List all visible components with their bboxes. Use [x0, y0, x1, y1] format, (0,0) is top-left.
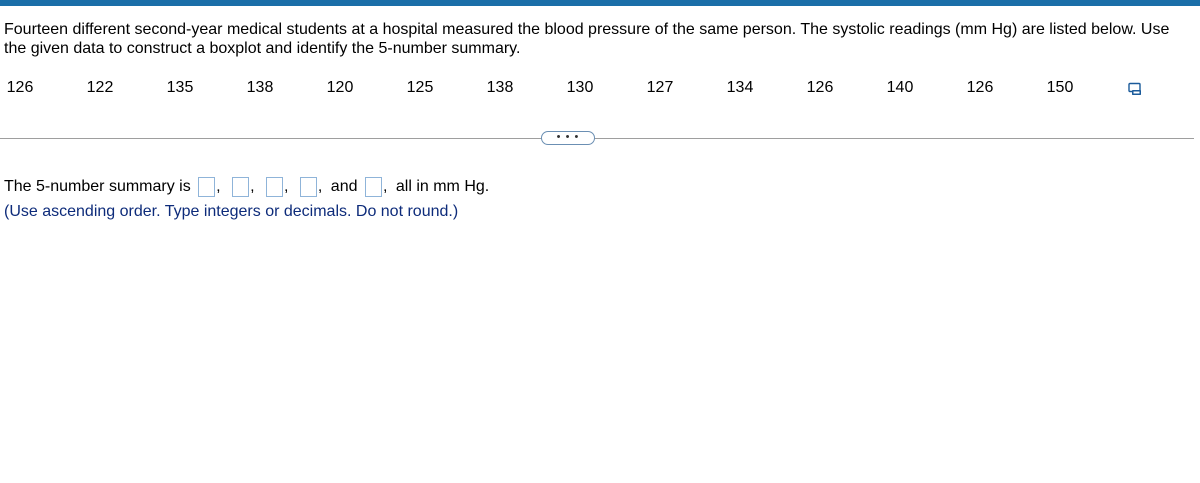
- top-accent-bar: [0, 0, 1200, 6]
- median-input[interactable]: [266, 177, 283, 197]
- reading-value: 140: [886, 79, 914, 96]
- reading-value: 150: [1046, 79, 1074, 96]
- copy-data-icon[interactable]: [1128, 82, 1142, 96]
- answer-and-text: and: [330, 178, 358, 195]
- reading-value: 127: [646, 79, 674, 96]
- question-text: Fourteen different second-year medical students at a hospital measured the blood pressure of the same person. The systolic readings (mm Hg) are listed below. Use the given data to construct a boxplot and identify the 5-number summary.: [4, 21, 1170, 57]
- reading-value: 126: [806, 79, 834, 96]
- section-divider: [0, 138, 1194, 139]
- readings-row: [0, 79, 1200, 99]
- first-quartile-input[interactable]: [232, 177, 249, 197]
- reading-value: 135: [166, 79, 194, 96]
- reading-value: 126: [966, 79, 994, 96]
- answer-hint: (Use ascending order. Type integers or decimals. Do not round.): [4, 203, 459, 220]
- answer-sentence: The 5-number summary is , , , , and , all in mm Hg.: [4, 178, 490, 195]
- reading-value: 125: [406, 79, 434, 96]
- reading-value: 126: [6, 79, 34, 96]
- reading-value: 130: [566, 79, 594, 96]
- reading-value: 138: [486, 79, 514, 96]
- reading-value: 138: [246, 79, 274, 96]
- minimum-input[interactable]: [198, 177, 215, 197]
- reading-value: 134: [726, 79, 754, 96]
- copy-data-icon-graphic: [1128, 82, 1142, 96]
- third-quartile-input[interactable]: [300, 177, 317, 197]
- expand-more-button[interactable]: • • •: [541, 131, 595, 145]
- answer-suffix: all in mm Hg.: [395, 178, 490, 195]
- maximum-input[interactable]: [365, 177, 382, 197]
- reading-value: 120: [326, 79, 354, 96]
- reading-value: 122: [86, 79, 114, 96]
- answer-prefix: The 5-number summary is: [4, 178, 191, 195]
